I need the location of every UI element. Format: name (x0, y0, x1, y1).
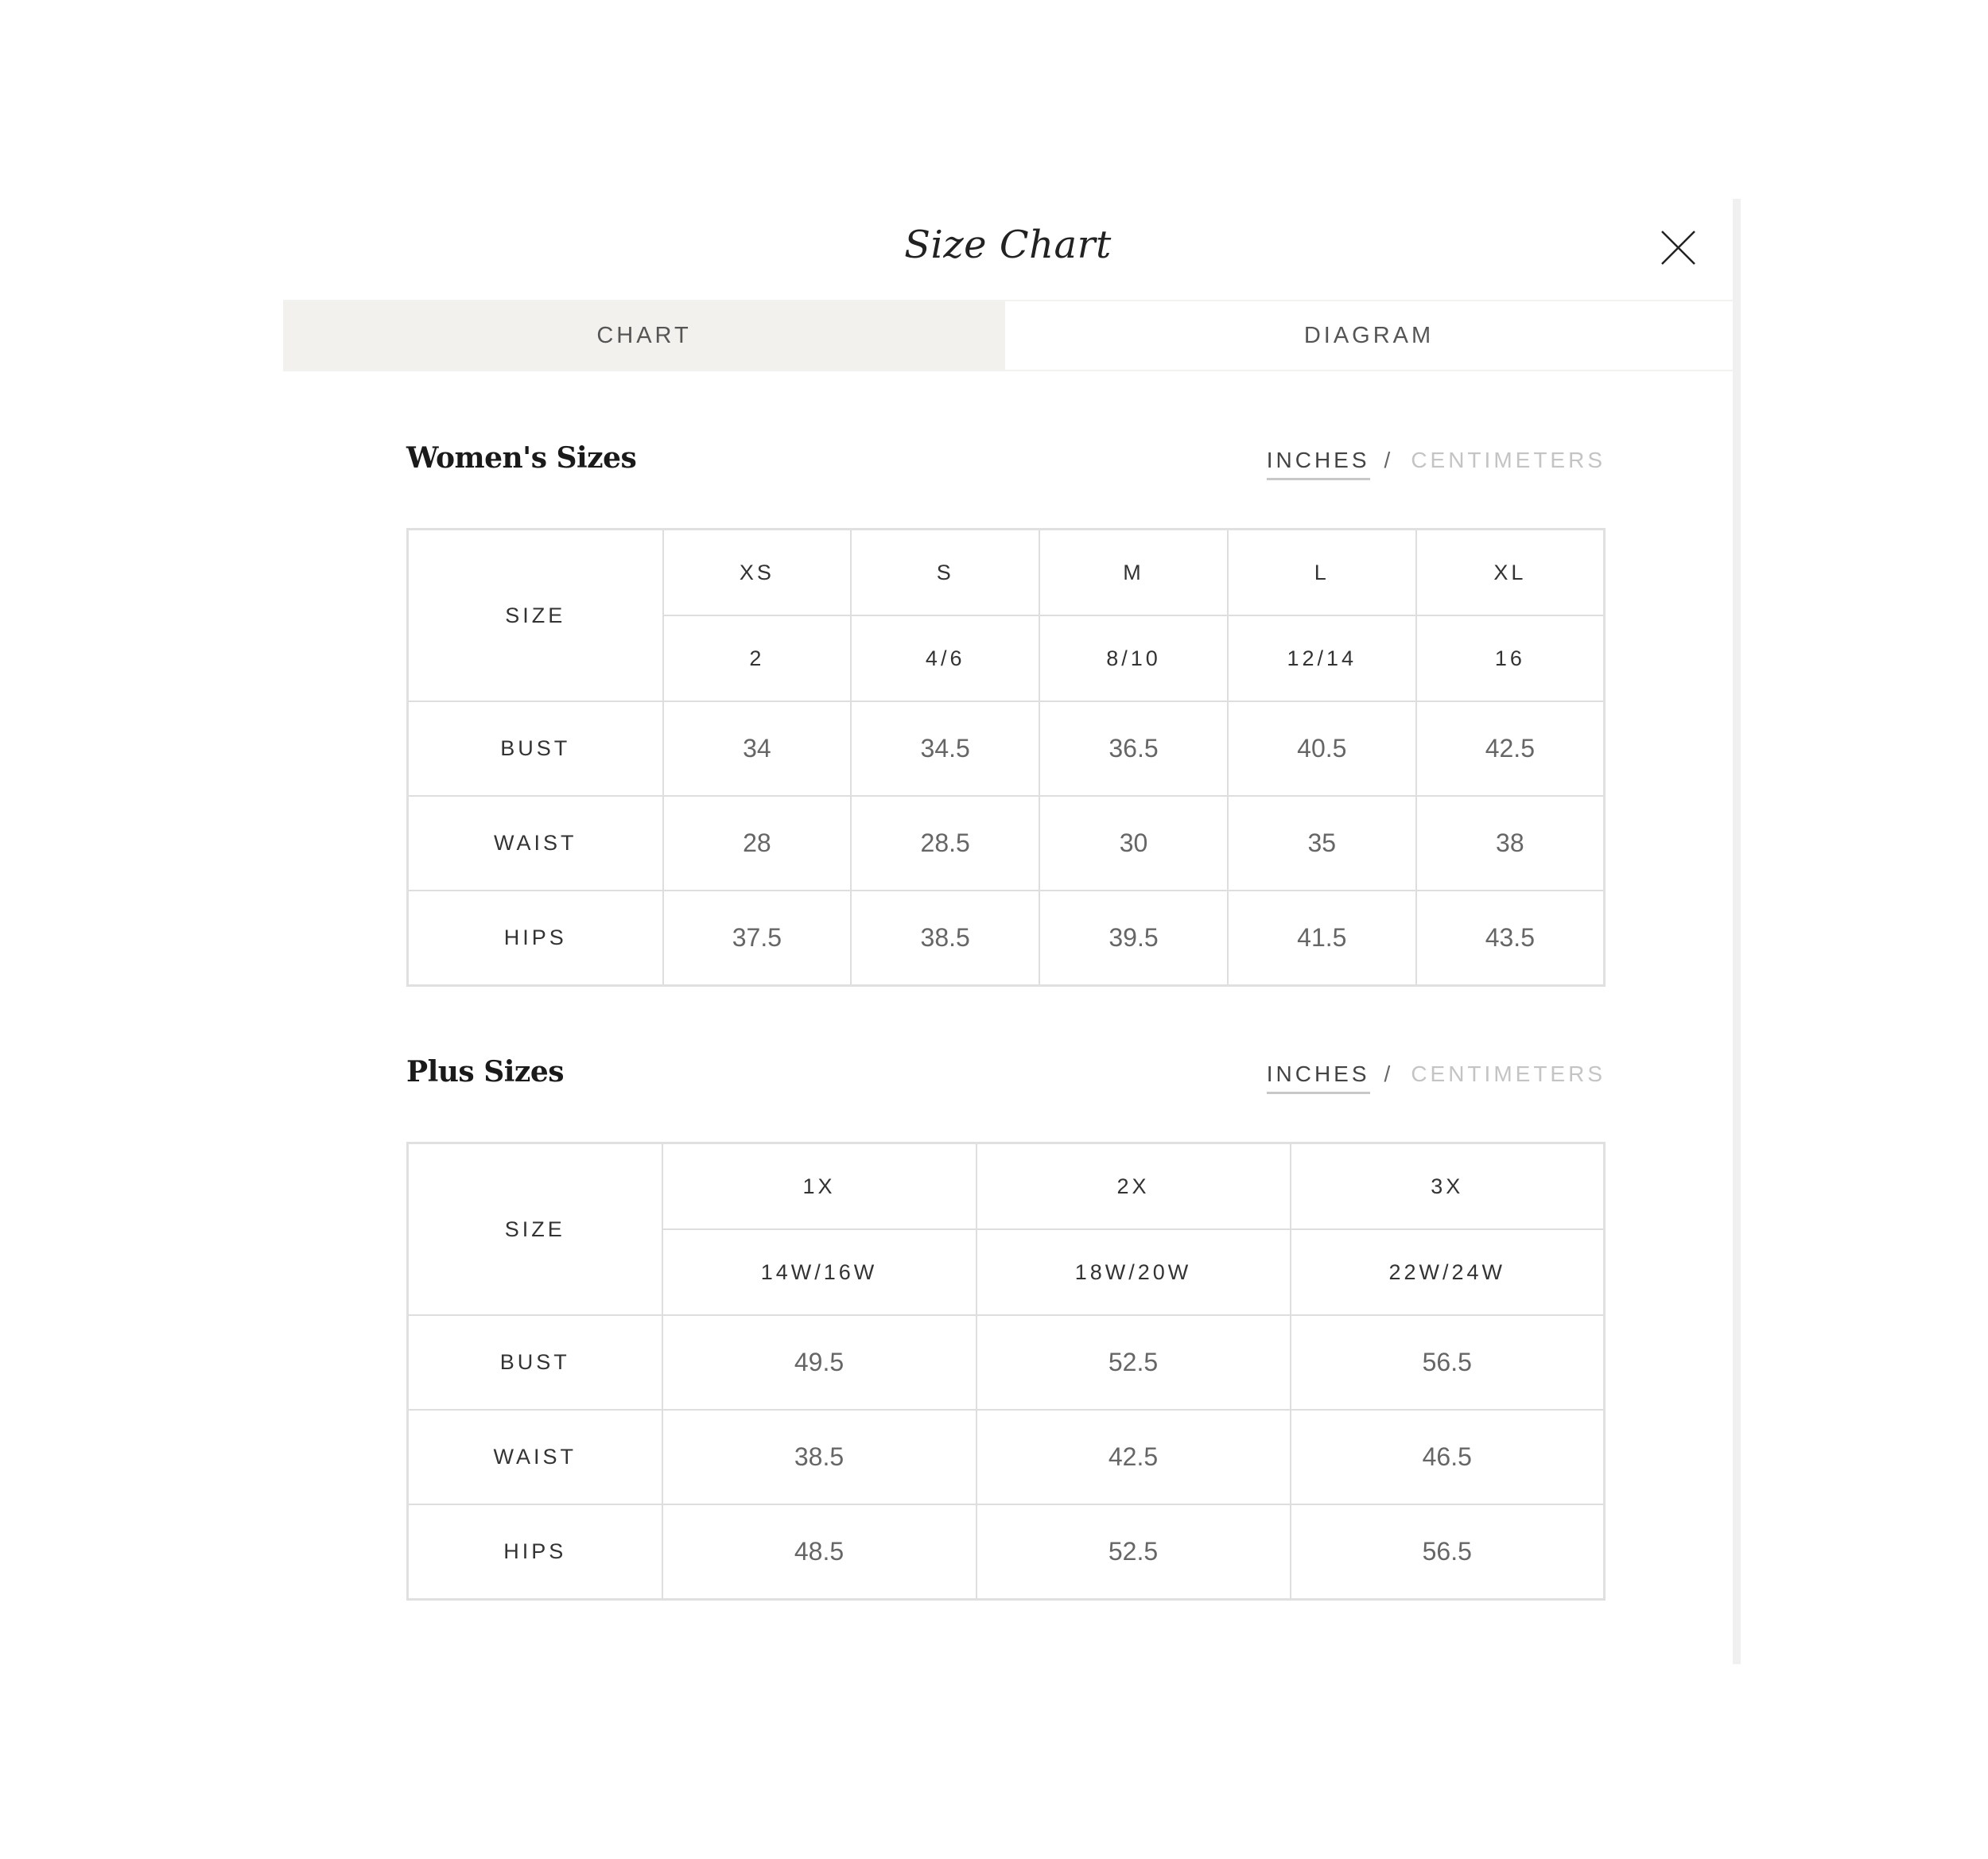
tab-diagram[interactable]: DIAGRAM (1005, 301, 1733, 370)
size-letter: 3X (1291, 1143, 1605, 1230)
measurement-value: 42.5 (1416, 701, 1605, 796)
table-row (408, 1315, 1605, 1410)
row-label: BUST (408, 701, 663, 796)
measurement-value: 52.5 (977, 1315, 1291, 1410)
measurement-value: 56.5 (1291, 1315, 1605, 1410)
unit-centimeters-button[interactable]: CENTIMETERS (1411, 448, 1606, 472)
close-button[interactable] (1660, 230, 1696, 266)
measurement-value: 28 (663, 796, 852, 891)
table-row (408, 1410, 1605, 1504)
unit-inches-button[interactable]: INCHES (1267, 448, 1370, 480)
unit-separator: / (1384, 1061, 1394, 1086)
unit-toggle (1267, 448, 1606, 480)
measurement-value: 30 (1039, 796, 1228, 891)
table-row (408, 796, 1605, 891)
unit-toggle (1267, 1061, 1606, 1094)
size-chart-modal (283, 199, 1733, 1664)
table-row (408, 701, 1605, 796)
measurement-value: 49.5 (662, 1315, 977, 1410)
size-letter: 2X (977, 1143, 1291, 1230)
measurement-value: 48.5 (662, 1504, 977, 1600)
measurement-value: 35 (1228, 796, 1416, 891)
measurement-value: 38.5 (851, 891, 1039, 986)
plus-size-table (406, 1142, 1606, 1601)
tab-chart[interactable]: CHART (283, 301, 1005, 370)
womens-sizes-section (406, 441, 1606, 952)
size-letter: XL (1416, 530, 1605, 616)
measurement-value: 40.5 (1228, 701, 1416, 796)
row-label: WAIST (408, 796, 663, 891)
size-number: 8/10 (1039, 615, 1228, 701)
close-icon (1660, 230, 1696, 266)
size-number: 22W/24W (1291, 1229, 1605, 1315)
size-label: SIZE (408, 1143, 662, 1316)
section-title: Plus Sizes (406, 1055, 565, 1089)
plus-sizes-section (406, 1055, 1606, 1566)
modal-title: Size Chart (904, 223, 1112, 267)
section-title: Women's Sizes (406, 441, 637, 475)
size-letter: XS (663, 530, 852, 616)
size-number: 4/6 (851, 615, 1039, 701)
size-number: 12/14 (1228, 615, 1416, 701)
size-letter: S (851, 530, 1039, 616)
size-number: 2 (663, 615, 852, 701)
measurement-value: 52.5 (977, 1504, 1291, 1600)
size-number: 18W/20W (977, 1229, 1291, 1315)
measurement-value: 41.5 (1228, 891, 1416, 986)
size-number: 16 (1416, 615, 1605, 701)
table-row (408, 530, 1605, 616)
measurement-value: 39.5 (1039, 891, 1228, 986)
measurement-value: 46.5 (1291, 1410, 1605, 1504)
measurement-value: 38 (1416, 796, 1605, 891)
size-letter: L (1228, 530, 1416, 616)
unit-separator: / (1384, 448, 1394, 472)
modal-scrollbar[interactable] (1733, 199, 1741, 1664)
unit-inches-button[interactable]: INCHES (1267, 1061, 1370, 1094)
size-label: SIZE (408, 530, 663, 702)
measurement-value: 34 (663, 701, 852, 796)
tab-bar (283, 300, 1733, 371)
measurement-value: 38.5 (662, 1410, 977, 1504)
table-row (408, 1504, 1605, 1600)
measurement-value: 34.5 (851, 701, 1039, 796)
row-label: HIPS (408, 891, 663, 986)
size-letter: 1X (662, 1143, 977, 1230)
size-number: 14W/16W (662, 1229, 977, 1315)
table-row (408, 1143, 1605, 1230)
row-label: WAIST (408, 1410, 662, 1504)
measurement-value: 28.5 (851, 796, 1039, 891)
row-label: BUST (408, 1315, 662, 1410)
measurement-value: 43.5 (1416, 891, 1605, 986)
measurement-value: 42.5 (977, 1410, 1291, 1504)
measurement-value: 36.5 (1039, 701, 1228, 796)
size-letter: M (1039, 530, 1228, 616)
womens-size-table (406, 528, 1606, 987)
measurement-value: 37.5 (663, 891, 852, 986)
measurement-value: 56.5 (1291, 1504, 1605, 1600)
row-label: HIPS (408, 1504, 662, 1600)
unit-centimeters-button[interactable]: CENTIMETERS (1411, 1061, 1606, 1086)
table-row (408, 891, 1605, 986)
